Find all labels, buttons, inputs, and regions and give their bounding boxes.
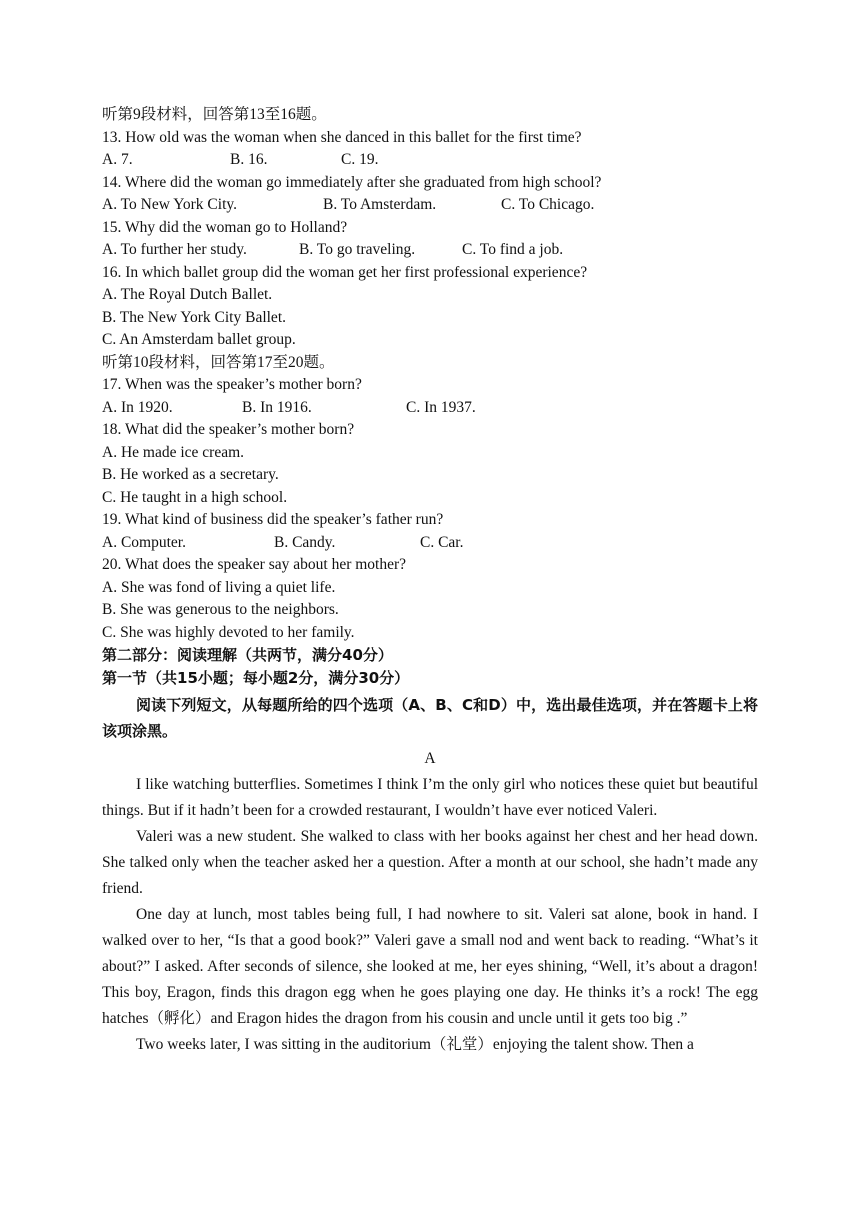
option-b: B. To go traveling. xyxy=(299,241,416,258)
option-a: A. She was fond of living a quiet life. xyxy=(102,578,336,596)
reading-instructions: 阅读下列短文，从每题所给的四个选项（A、B、C和D）中，选出最佳选项，并在答题卡上将该项涂黑。 xyxy=(102,696,758,740)
passage-paragraph-1: I like watching butterflies. Sometimes I think I’m the only girl who notices these quiet but beautiful things. But if it hadn’t been for a crowded restaurant, I wouldn’t have ever noticed Valeri. xyxy=(102,776,758,819)
question-16: 16. In which ballet group did the woman get her first professional experience? xyxy=(102,263,588,281)
question-19: 19. What kind of business did the speaker’s father run? xyxy=(102,511,444,528)
option-c: C. In 1937. xyxy=(406,398,476,416)
question-15-options xyxy=(102,239,758,262)
option-b: B. Candy. xyxy=(274,533,336,551)
question-13: 13. How old was the woman when she danced in this ballet for the first time? xyxy=(102,128,582,146)
option-c: C. To find a job. xyxy=(462,241,564,258)
option-b: B. The New York City Ballet. xyxy=(102,308,286,326)
question-19-options xyxy=(102,532,758,555)
passage-label: A xyxy=(424,750,436,767)
option-b: B. To Amsterdam. xyxy=(323,196,437,213)
section-1-title: 第一节（共15小题；每小题2分，满分30分） xyxy=(102,668,410,687)
option-c: C. She was highly devoted to her family. xyxy=(102,623,355,641)
option-a: A. The Royal Dutch Ballet. xyxy=(102,286,273,303)
option-b: B. He worked as a secretary. xyxy=(102,466,279,483)
question-20: 20. What does the speaker say about her mother? xyxy=(102,556,407,573)
option-b: B. She was generous to the neighbors. xyxy=(102,601,339,618)
option-a: A. To New York City. xyxy=(102,196,237,213)
option-c: C. An Amsterdam ballet group. xyxy=(102,331,296,348)
option-a: A. In 1920. xyxy=(102,398,173,416)
option-a: A. He made ice cream. xyxy=(102,443,245,461)
option-a: A. Computer. xyxy=(102,533,186,551)
passage-paragraph-4: Two weeks later, I was sitting in the auditorium（礼堂）enjoying the talent show. Then a xyxy=(136,1036,694,1053)
option-c: C. To Chicago. xyxy=(501,196,595,213)
question-14-options xyxy=(102,194,758,217)
option-b: B. In 1916. xyxy=(242,398,312,416)
option-c: C. He taught in a high school. xyxy=(102,488,288,506)
question-18: 18. What did the speaker’s mother born? xyxy=(102,421,355,438)
question-14: 14. Where did the woman go immediately after she graduated from high school? xyxy=(102,173,602,191)
passage-paragraph-2: Valeri was a new student. She walked to class with her books against her chest and her head down. She talked only when the teacher asked her a question. After a month at our school, she hadn’t made any friend. xyxy=(102,828,758,897)
part-2-title: 第二部分：阅读理解（共两节，满分40分） xyxy=(102,646,393,664)
option-c: C. 19. xyxy=(341,151,379,168)
section-9-header: 听第9段材料，回答第13至16题。 xyxy=(102,106,327,123)
option-a: A. To further her study. xyxy=(102,241,247,258)
question-17-options xyxy=(102,397,758,420)
option-c: C. Car. xyxy=(420,533,464,551)
option-a: A. 7. xyxy=(102,151,133,168)
section-10-header: 听第10段材料，回答第17至20题。 xyxy=(102,353,335,371)
question-17: 17. When was the speaker’s mother born? xyxy=(102,376,362,393)
question-15: 15. Why did the woman go to Holland? xyxy=(102,218,348,236)
question-13-options xyxy=(102,149,758,172)
passage-paragraph-3: One day at lunch, most tables being full, I had nowhere to sit. Valeri sat alone, book in hand. I walked over to her, “Is that a good book?” Valeri gave a small nod and went back to reading. “What’s it about?” I asked. After seconds of silence, she looked at me, her eyes shining, “Well, it’s about a dragon! This boy, Eragon, finds this dragon egg when he goes playing one day. He thinks it’s a rock! The egg hatches（孵化）and Eragon hides the dragon from his cousin and uncle until it gets too big .” xyxy=(102,906,758,1027)
exam-page xyxy=(102,104,758,1058)
option-b: B. 16. xyxy=(230,151,268,168)
